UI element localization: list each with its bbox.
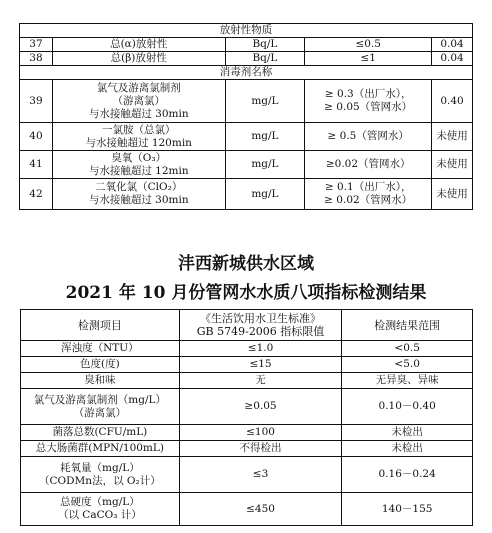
result: 未检出 — [342, 441, 473, 457]
result: 140－155 — [342, 493, 473, 526]
item-name: 色度(度) — [21, 357, 180, 373]
item-name: 一氯胺（总氯） 与水接触超过 120min — [52, 123, 225, 151]
limit: ≤0.5 — [305, 38, 432, 52]
row-number: 40 — [20, 123, 53, 151]
value: 0.04 — [432, 52, 473, 66]
item-name: 臭和味 — [21, 373, 180, 389]
value: 0.04 — [432, 38, 473, 52]
unit: mg/L — [225, 151, 305, 179]
unit: Bq/L — [225, 38, 305, 52]
section-radioactive: 放射性物质 — [20, 24, 473, 38]
limit: ≤100 — [179, 425, 342, 441]
table-row — [21, 425, 473, 441]
section-disinfectant: 消毒剂名称 — [20, 66, 473, 80]
page-title: 沣西新城供水区域 — [178, 254, 314, 274]
table-row — [20, 123, 473, 151]
row-number: 38 — [20, 52, 53, 66]
limit: 不得检出 — [179, 441, 342, 457]
eight-indicator-table — [20, 309, 473, 526]
value: 未使用 — [432, 151, 473, 179]
unit: mg/L — [225, 80, 305, 123]
item-name: 二氧化氯（ClO₂） 与水接触超过 30min — [52, 179, 225, 210]
result: 未检出 — [342, 425, 473, 441]
water-quality-table-continued — [19, 23, 473, 210]
limit: ≥ 0.5（管网水） — [305, 123, 432, 151]
result: <5.0 — [342, 357, 473, 373]
table-row — [21, 341, 473, 357]
value: 未使用 — [432, 179, 473, 210]
table-row — [21, 457, 473, 493]
row-number: 37 — [20, 38, 53, 52]
limit: ≥0.02（管网水） — [305, 151, 432, 179]
row-number: 41 — [20, 151, 53, 179]
table-row — [21, 493, 473, 526]
header-result: 检测结果范围 — [342, 310, 473, 341]
limit: ≤15 — [179, 357, 342, 373]
limit: ≥ 0.1（出厂水）， ≥ 0.02（管网水） — [305, 179, 432, 210]
table-row — [20, 52, 473, 66]
result: 无异臭、异味 — [342, 373, 473, 389]
limit: ≤3 — [179, 457, 342, 493]
table-row — [21, 441, 473, 457]
item-name: 总硬度（mg/L） （以 CaCO₃ 计） — [21, 493, 180, 526]
value: 0.40 — [432, 80, 473, 123]
limit: ≥ 0.3（出厂水）， ≥ 0.05（管网水） — [305, 80, 432, 123]
limit: 无 — [179, 373, 342, 389]
item-name: 菌落总数(CFU/mL) — [21, 425, 180, 441]
item-name: 总大肠菌群(MPN/100mL) — [21, 441, 180, 457]
limit: ≤450 — [179, 493, 342, 526]
result: 0.10－0.40 — [342, 389, 473, 425]
limit: ≤1 — [305, 52, 432, 66]
header-standard: 《生活饮用水卫生标准》 GB 5749-2006 指标限值 — [179, 310, 342, 341]
item-name: 氯气及游离氯制剂 （游离氯） 与水接触超过 30min — [52, 80, 225, 123]
unit: mg/L — [225, 123, 305, 151]
table-row — [20, 80, 473, 123]
limit: ≥0.05 — [179, 389, 342, 425]
row-number: 39 — [20, 80, 53, 123]
table-row — [20, 151, 473, 179]
unit: mg/L — [225, 179, 305, 210]
table-row — [20, 179, 473, 210]
item-name: 总(β)放射性 — [52, 52, 225, 66]
item-name: 耗氧量（mg/L） （CODMn法，以 O₂计） — [21, 457, 180, 493]
unit: Bq/L — [225, 52, 305, 66]
page-subtitle: 2021 年 10 月份管网水水质八项指标检测结果 — [65, 283, 427, 303]
table-row — [21, 373, 473, 389]
table-row — [21, 357, 473, 373]
result: 0.16－0.24 — [342, 457, 473, 493]
header-item: 检测项目 — [21, 310, 180, 341]
item-name: 总(α)放射性 — [52, 38, 225, 52]
item-name: 氯气及游离氯制剂（mg/L） （游离氯） — [21, 389, 180, 425]
value: 未使用 — [432, 123, 473, 151]
table-row — [20, 38, 473, 52]
row-number: 42 — [20, 179, 53, 210]
table-row — [21, 389, 473, 425]
item-name: 浑浊度（NTU） — [21, 341, 180, 357]
result: <0.5 — [342, 341, 473, 357]
limit: ≤1.0 — [179, 341, 342, 357]
table-header-row — [21, 310, 473, 341]
item-name: 臭氧（O₃） 与水接触超过 12min — [52, 151, 225, 179]
